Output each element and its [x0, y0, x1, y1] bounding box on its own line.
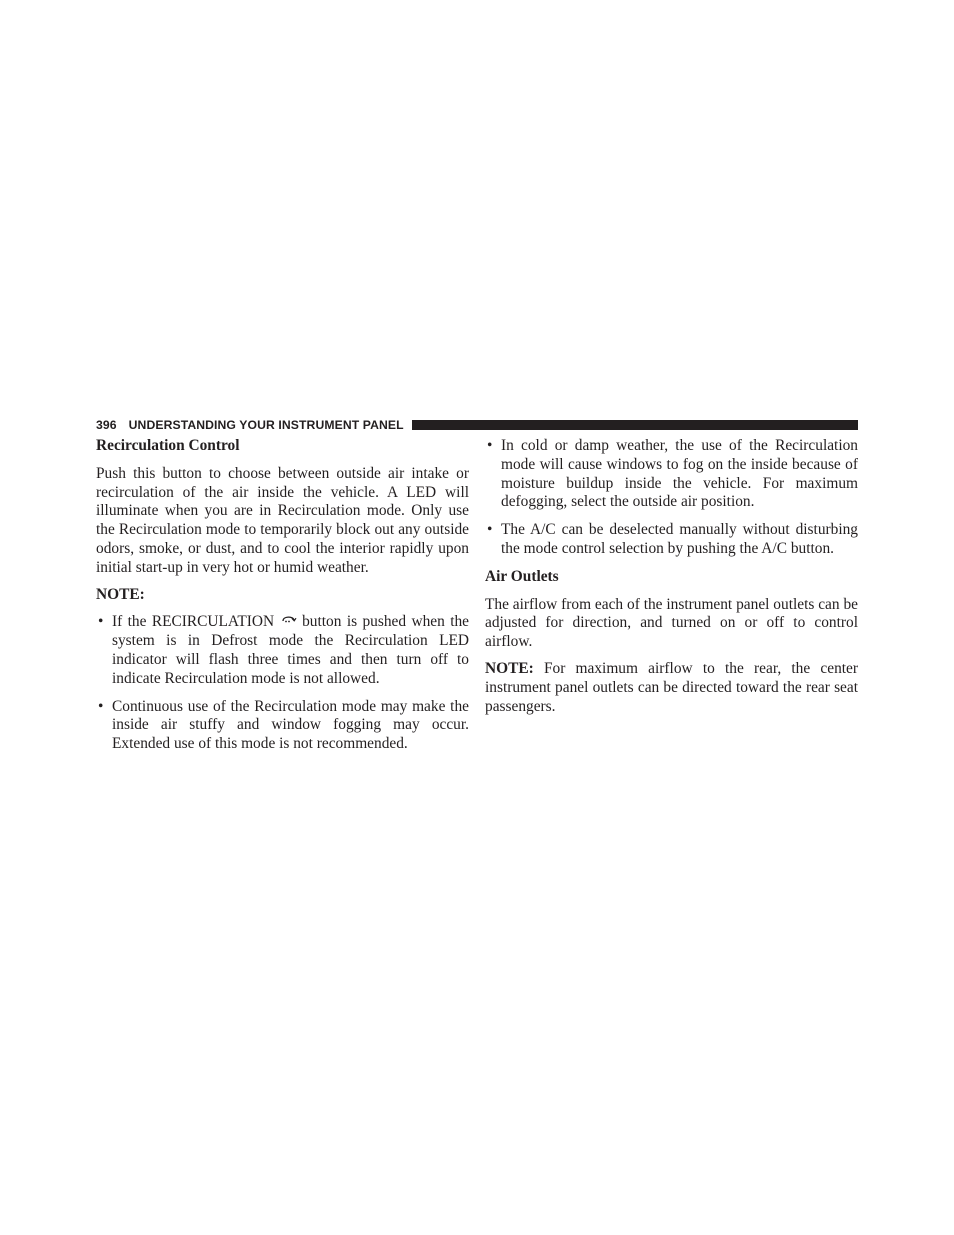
note-text: For maximum airflow to the rear, the center instrument panel outlets can be directed toward the rear seat passengers. — [485, 659, 858, 715]
left-column — [96, 437, 469, 763]
air-outlets-heading: Air Outlets — [485, 567, 559, 585]
recirculation-icon — [280, 614, 298, 624]
note-label: NOTE: — [96, 585, 145, 603]
right-column — [485, 437, 858, 724]
note-label: NOTE: — [485, 659, 534, 677]
list-item — [96, 613, 469, 688]
bullet-dot: • — [487, 521, 493, 539]
note-bullet-list — [96, 613, 469, 754]
recirculation-paragraph: Push this button to choose between outside air intake or recirculation of the air inside the vehicle. A LED will illuminate when you are in Recirculation mode. Only use the Recirculation mode to temporarily block out any outside odors, smoke, or dust, and to cool the interior rapidly upon initial start-up in very hot or humid weather. — [96, 464, 469, 576]
air-outlets-paragraph: The airflow from each of the instrument panel outlets can be adjusted for direction, and turned on or off to control airflow. — [485, 595, 858, 651]
bullet-dot: • — [98, 613, 104, 631]
bullet-dot: • — [98, 697, 104, 715]
bullet-text-after-icon: button is pushed when the system is in Defrost mode the Recirculation LED indicator will flash three times and then turn off to indicate Recirculation mode is not allowed. — [112, 613, 470, 687]
bullet-text-before-icon: If the RECIRCULATION — [112, 613, 275, 631]
air-outlets-note — [485, 660, 858, 716]
recirculation-control-heading: Recirculation Control — [96, 437, 240, 454]
header-rule-bar — [412, 420, 858, 430]
bullet-text: Continuous use of the Recirculation mode may make the inside air stuffy and window fogging may occur. Extended use of this mode is not recommended. — [112, 697, 469, 753]
list-item — [96, 698, 469, 754]
page-number: 396 — [96, 417, 117, 432]
list-item — [485, 521, 858, 559]
bullet-text: The A/C can be deselected manually without disturbing the mode control selection by pushing the A/C button. — [501, 521, 858, 557]
list-item — [485, 437, 858, 512]
continued-bullet-list — [485, 437, 858, 559]
page-header — [96, 417, 858, 432]
bullet-dot: • — [487, 437, 493, 454]
bullet-text: In cold or damp weather, the use of the Recirculation mode will cause windows to fog on the inside because of moisture buildup inside the vehicle. For maximum defogging, select the outside air position. — [501, 437, 858, 511]
section-title: UNDERSTANDING YOUR INSTRUMENT PANEL — [128, 417, 404, 432]
